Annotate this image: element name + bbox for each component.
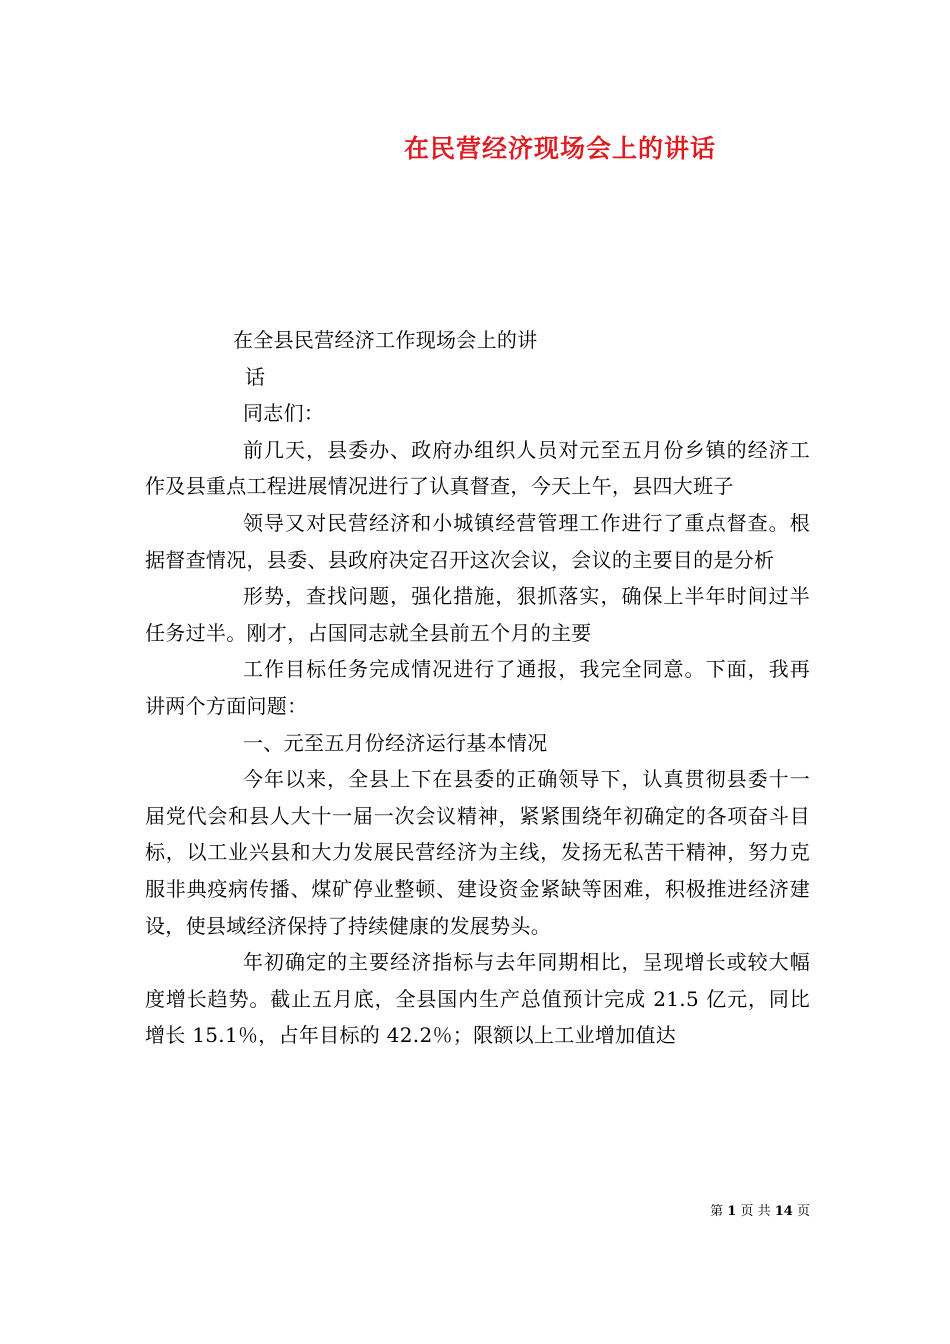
footer-middle: 页 共 bbox=[740, 1204, 771, 1219]
subtitle-line-1: 在全县民营经济工作现场会上的讲 bbox=[233, 328, 538, 352]
subtitle-line-2: 话 bbox=[245, 364, 266, 389]
footer-prefix: 第 bbox=[710, 1204, 724, 1219]
page-footer bbox=[640, 1203, 810, 1221]
paragraph: 前几天，县委办、政府办组织人员对元至五月份乡镇的经济工作及县重点工程进展情况进行了认真督查，今天上午，县四大班子 bbox=[145, 437, 810, 499]
paragraph: 领导又对民营经济和小城镇经营管理工作进行了重点督查。根据督查情况，县委、县政府决定召开这次会议，会议的主要目的是分析 bbox=[145, 510, 810, 572]
footer-total-pages: 14 bbox=[774, 1204, 793, 1219]
document-body bbox=[145, 322, 810, 1054]
paragraph: 工作目标任务完成情况进行了通报，我完全同意。下面，我再讲两个方面问题： bbox=[145, 657, 810, 718]
paragraph: 形势，查找问题，强化措施，狠抓落实，确保上半年时间过半任务过半。刚才，占国同志就全县前五个月的主要 bbox=[145, 584, 810, 645]
salutation: 同志们： bbox=[243, 401, 325, 426]
section-heading: 一、元至五月份经济运行基本情况 bbox=[243, 730, 548, 755]
footer-page-number: 1 bbox=[727, 1204, 737, 1219]
paragraph: 年初确定的主要经济指标与去年同期相比，呈现增长或较大幅度增长趋势。截止五月底，全县国内生产总值预计完成 21.5 亿元，同比增长 15.1％，占年目标的 42.2％；限额以上工业增加值达 bbox=[145, 950, 810, 1048]
paragraph: 今年以来，全县上下在县委的正确领导下，认真贯彻县委十一届党代会和县人大十一届一次会议精神，紧紧围绕年初确定的各项奋斗目标，以工业兴县和大力发展民营经济为主线，发扬无私苦干精神，努力克服非典疫病传播、煤矿停业整顿、建设资金紧缺等困难，积极推进经济建设，使县域经济保持了持续健康的发展势头。 bbox=[145, 767, 810, 938]
document-title: 在民营经济现场会上的讲话 bbox=[403, 134, 716, 163]
footer-suffix: 页 bbox=[796, 1204, 810, 1219]
